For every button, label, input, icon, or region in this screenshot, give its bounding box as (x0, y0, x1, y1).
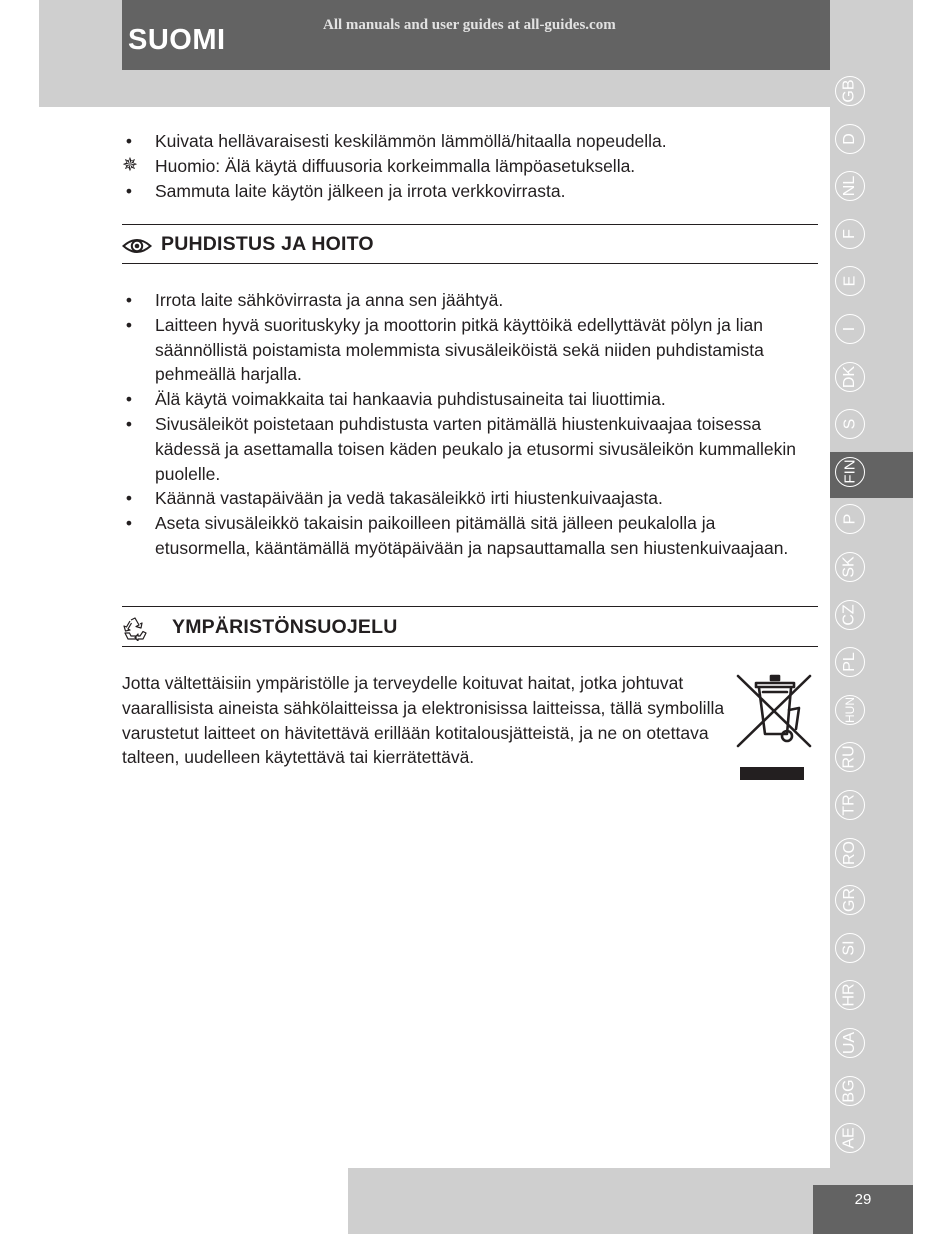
page-number: 29 (854, 1191, 872, 1208)
language-tab-s[interactable] (834, 404, 866, 444)
language-tab-label: BG (841, 1079, 858, 1103)
bullet-marker: • (125, 314, 133, 335)
language-tab-label: HUN (843, 696, 857, 723)
bullet-marker: • (125, 488, 133, 509)
list-item (122, 412, 812, 486)
environment-section-title: YMPÄRISTÖNSUOJELU (172, 616, 398, 638)
list-item (122, 288, 812, 313)
bullet-marker: • (125, 131, 133, 151)
list-item (122, 179, 822, 204)
list-item-text: Kuivata hellävaraisesti keskilämmön lämmöllä/hitaalla nopeudella. (155, 131, 667, 151)
language-tab-label: AE (841, 1127, 858, 1149)
language-tab-ru[interactable] (834, 737, 866, 777)
language-tab-d[interactable] (834, 119, 866, 159)
language-tab-label: DK (840, 365, 858, 388)
language-tab-label: RO (841, 840, 858, 865)
list-item (122, 486, 812, 511)
intro-bullet-list (122, 129, 822, 203)
language-tab-label: I (840, 326, 858, 332)
language-tab-nl[interactable] (834, 166, 866, 206)
list-item-text: Huomio: Älä käytä diffuusoria korkeimmalla lämpöasetuksella. (155, 155, 636, 176)
bullet-marker: • (125, 513, 133, 534)
language-tab-si[interactable] (834, 928, 866, 968)
caution-star-icon: ✵ (122, 154, 138, 176)
language-tab-fin[interactable] (834, 452, 866, 492)
header-title-box (122, 0, 830, 70)
list-item-text: Laitteen hyvä suorituskyky ja moottorin pitkä käyttöikä edellyttävät pölyn ja lian säännöllistä poistamista molemmista sivusäleiköistä sekä niiden puhdistamista pehmeällä harjalla. (155, 314, 764, 385)
language-tab-hr[interactable] (834, 975, 866, 1015)
list-item-text: Älä käytä voimakkaita tai hankaavia puhdistusaineita tai liuottimia. (155, 389, 666, 410)
crossed-out-wheelie-bin-icon (734, 670, 814, 784)
environment-paragraph: Jotta vältettäisiin ympäristölle ja terveydelle koituvat haitat, jotka johtuvat vaarallisista aineista sähkölaitteissa ja elektronisissa laitteissa, tällä symbolilla varustetut laitteet on hävitettävä erillään kotitalousjätteistä, ja ne on otettava talteen, uudelleen käytettävä tai kierrätettävä. (122, 673, 725, 768)
section-rule-bottom (122, 646, 818, 647)
language-tab-e[interactable] (834, 261, 866, 301)
section-rule-top (122, 224, 818, 225)
bullet-marker: • (125, 180, 133, 201)
list-item (122, 313, 812, 387)
list-item-text: Sammuta laite käytön jälkeen ja irrota verkkovirrasta. (155, 180, 566, 201)
language-tab-gr[interactable] (834, 880, 866, 920)
language-tab-ua[interactable] (834, 1023, 866, 1063)
language-tab-label: GB (841, 79, 858, 103)
language-tab-tr[interactable] (834, 785, 866, 825)
language-tab-p[interactable] (834, 499, 866, 539)
section-rule-bottom (122, 263, 818, 264)
language-tab-label: PL (840, 652, 858, 672)
list-item-text: Käännä vastapäivään ja vedä takasäleikkö irti hiustenkuivaajasta. (155, 488, 663, 509)
language-tab-bg[interactable] (834, 1071, 866, 1111)
language-tab-label: GR (841, 888, 858, 913)
language-tab-label: P (840, 514, 858, 525)
language-tab-label: TR (840, 794, 858, 816)
list-item-text: Irrota laite sähkövirrasta ja anna sen jäähtyä. (155, 290, 504, 310)
language-tab-label: E (840, 276, 858, 287)
list-item (122, 387, 812, 412)
language-tab-hun[interactable] (834, 690, 866, 730)
list-item (122, 154, 822, 179)
cleaning-section-title: PUHDISTUS JA HOITO (161, 233, 374, 255)
language-tab-ae[interactable] (834, 1118, 866, 1158)
language-tab-pl[interactable] (834, 642, 866, 682)
language-tab-label: NL (840, 175, 858, 197)
bullet-marker: • (125, 389, 133, 410)
list-item-text: Sivusäleiköt poistetaan puhdistusta varten pitämällä hiustenkuivaajaa toisessa kädessä ja asettamalla toisen käden peukalo ja etusormi sivusäleikön kummallekin puolelle. (155, 413, 797, 484)
language-tab-label: SI (841, 940, 858, 956)
language-tab-cz[interactable] (834, 595, 866, 635)
language-tab-sk[interactable] (834, 547, 866, 587)
bullet-marker: • (125, 290, 133, 310)
section-rule-top (122, 606, 818, 607)
language-tab-dk[interactable] (834, 357, 866, 397)
cleaning-bullet-list (122, 288, 812, 561)
recycle-icon (122, 617, 148, 641)
language-tab-label: HR (840, 983, 858, 1007)
language-tab-label: S (840, 418, 858, 430)
watermark: All manuals and user guides at all-guides.com (323, 17, 616, 33)
list-item-text: Aseta sivusäleikkö takaisin paikoilleen pitämällä sitä jälleen peukalolla ja etusormella, kääntämällä myötäpäivään ja napsauttamalla sen hiustenkuivaajaan. (155, 513, 789, 558)
language-tab-label: D (841, 132, 858, 145)
list-item (122, 511, 812, 561)
language-tab-gb[interactable] (834, 71, 866, 111)
language-tab-label: RU (840, 745, 858, 769)
eye-icon (122, 236, 152, 256)
language-tab-label: SK (841, 556, 858, 578)
bullet-marker: • (125, 413, 133, 434)
language-tab-label: F (841, 228, 858, 239)
language-tab-ro[interactable] (834, 833, 866, 873)
language-tab-f[interactable] (834, 214, 866, 254)
page-title: SUOMI (128, 24, 226, 56)
list-item (122, 129, 822, 154)
language-tab-i[interactable] (834, 309, 866, 349)
language-tab-label: CZ (840, 603, 858, 626)
language-tab-label: FIN (841, 459, 859, 484)
language-tab-label: UA (840, 1031, 858, 1055)
